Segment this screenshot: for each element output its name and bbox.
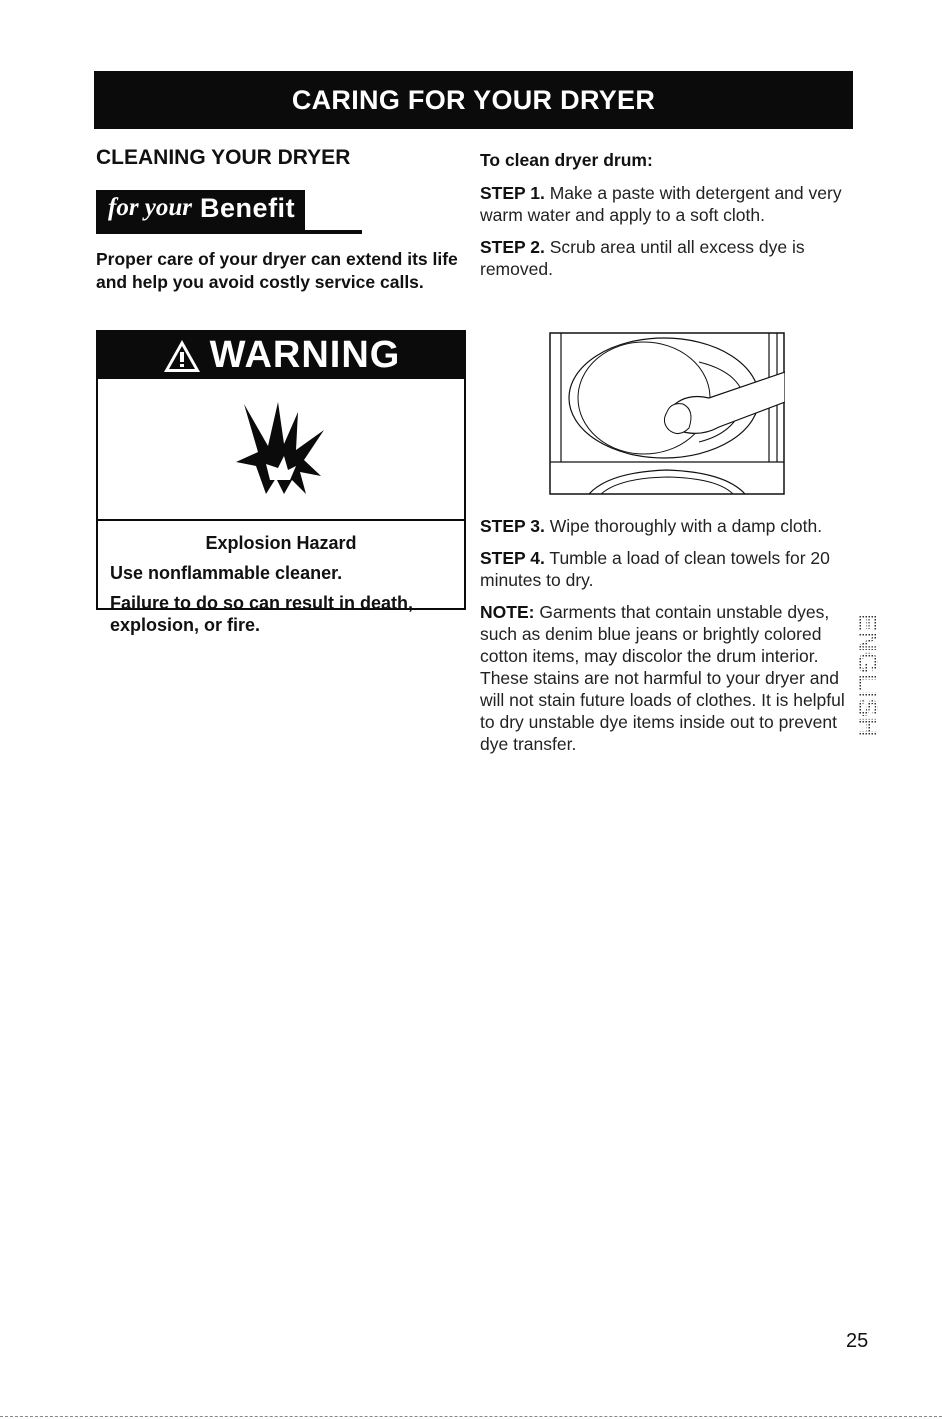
warning-header [98, 332, 464, 379]
step-4-text: Tumble a load of clean towels for 20 minutes to dry. [480, 548, 830, 590]
step-3-text: Wipe thoroughly with a damp cloth. [549, 516, 823, 536]
step-1 [480, 182, 850, 226]
warning-label: WARNING [209, 334, 401, 376]
benefit-badge [96, 190, 468, 234]
left-column [96, 144, 468, 294]
dryer-drum-illustration [549, 332, 785, 495]
bottom-rule [0, 1416, 942, 1417]
step-4 [480, 547, 850, 591]
language-side-tab [846, 590, 886, 760]
note-text: Garments that contain unstable dyes, such as denim blue jeans or brightly colored cotton items, may discolor the drum interior. These stains are not harmful to your dryer and will not stain future loads of clothes. It is helpful to dry unstable dye items inside out to prevent dye transfer. [480, 602, 845, 754]
benefit-text: Proper care of your dryer can extend its life and help you avoid costly service calls. [96, 249, 458, 292]
step-1-text: Make a paste with detergent and very warm water and apply to a soft cloth. [480, 183, 842, 225]
page-number: 25 [846, 1330, 869, 1352]
step-3 [480, 515, 850, 537]
step-2-label: STEP 2. [480, 237, 545, 257]
hazard-line-1: Use nonflammable cleaner. [110, 563, 343, 583]
banner-title: CARING FOR YOUR DRYER [291, 84, 656, 115]
hazard-title: Explosion Hazard [205, 533, 357, 553]
page-banner [94, 71, 853, 129]
step-4-label: STEP 4. [480, 548, 545, 568]
explosion-icon [226, 394, 336, 504]
hazard-line-2: Failure to do so can result in death, explosion, or fire. [110, 593, 414, 635]
step-3-label: STEP 3. [480, 516, 545, 536]
benefit-prefix: for your [108, 194, 193, 221]
warning-box [96, 330, 466, 635]
benefit-underline [96, 230, 362, 234]
note-label: NOTE: [480, 602, 535, 622]
step-2 [480, 236, 850, 280]
section-heading: CLEANING YOUR DRYER [96, 146, 351, 169]
warning-icon-area [98, 379, 464, 521]
benefit-word: Benefit [200, 192, 296, 223]
steps-lower [480, 515, 850, 755]
step-2-text: Scrub area until all excess dye is removed. [480, 237, 805, 279]
side-tab-label: ENGLISH [852, 612, 884, 738]
drum-cleaning-heading: To clean dryer drum: [480, 150, 653, 170]
right-column [480, 144, 850, 280]
step-1-label: STEP 1. [480, 183, 545, 203]
warning-triangle-icon [162, 338, 202, 374]
note [480, 601, 850, 755]
